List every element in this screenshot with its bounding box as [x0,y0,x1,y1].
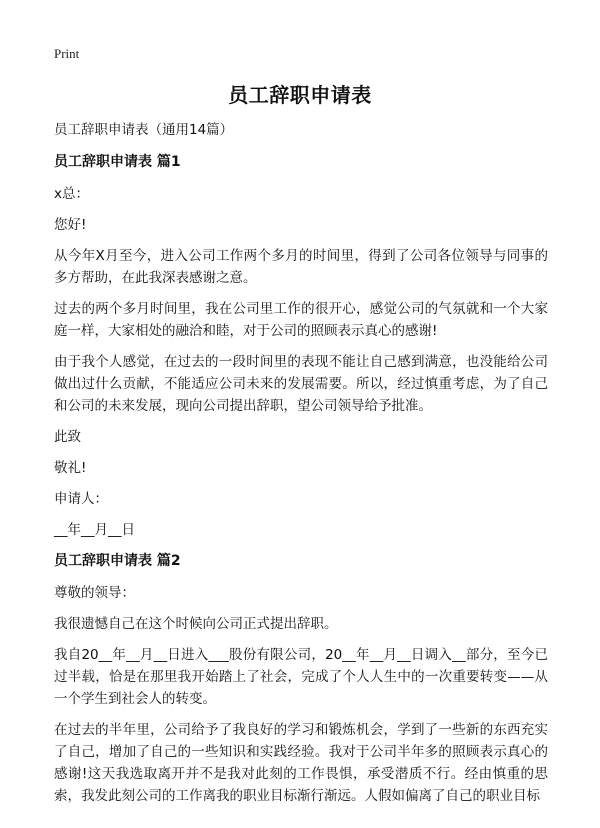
section-heading-1: 员工辞职申请表 篇1 [54,154,181,170]
date-line: __年__月__日 [54,522,135,538]
paragraph: 由于我个人感觉，在过去的一段时间里的表现不能让自己感到满意，也没能给公司做出过什么贡献，不能适应公司未来的发展需要。所以，经过慎重考虑，为了自己和公司的未来发展，现向公司提出辞职，望公司领导给予批准。 [54,354,548,414]
paragraph: 我很遗憾自己在这个时候向公司正式提出辞职。 [54,616,338,632]
salutation: 尊敬的领导： [54,585,135,601]
closing-salute: 敬礼! [54,460,87,476]
greeting: 您好! [54,217,87,233]
document-subtitle: 员工辞职申请表（通用14篇） [54,122,234,138]
paragraph: 在过去的半年里，公司给予了我良好的学习和锻炼机会，学到了一些新的东西充实了自己，增加了自己的一些知识和实践经验。我对于公司半年多的照顾表示真心的感谢!这天我选取离开并不是我对此刻的工作畏惧，承受潜质不行。经由慎重的思索，我发此刻公司的工作离我的职业目标渐行渐远。人假如偏离了自己的职业目标 [54,722,548,804]
salutation: x总： [54,186,89,202]
applicant-label: 申请人： [54,491,108,507]
page-title: 员工辞职申请表 [228,83,372,107]
paragraph: 我自20__年__月__日进入___股份有限公司，20__年__月__日调入__部分，至今已过半载，恰是在那里我开始踏上了社会，完成了个人人生中的一次重要转变——从一个学生到社会人的转变。 [54,647,548,707]
paragraph: 过去的两个多月时间里，我在公司里工作的很开心，感觉公司的气氛就和一个大家庭一样，大家相处的融洽和睦，对于公司的照顾表示真心的感谢! [54,301,548,339]
print-link[interactable]: Print [54,46,80,61]
paragraph: 从今年X月至今，进入公司工作两个多月的时间里，得到了公司各位领导与同事的多方帮助，在此我深表感谢之意。 [54,248,548,286]
section-heading-2: 员工辞职申请表 篇2 [54,553,181,569]
document-body [54,119,548,816]
closing-line: 此致 [54,429,81,445]
